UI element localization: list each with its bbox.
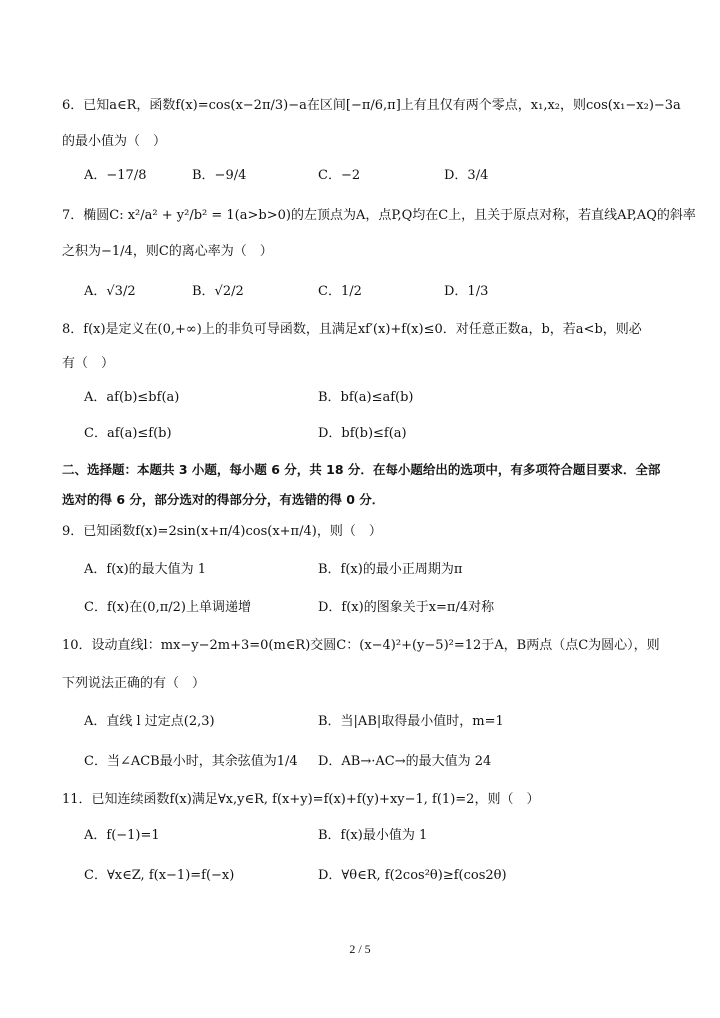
q9-option-d: D．f(x)的图象关于x=π/4对称 [318,600,495,615]
page-number: 2 / 5 [349,942,371,956]
q8-option-b: B．bf(a)≤af(b) [318,390,414,405]
q7-option-c: C．1/2 [318,284,362,299]
q10-option-b: B．当|AB|取得最小值时，m=1 [318,714,504,729]
q11-option-a: A．f(−1)=1 [84,828,160,843]
q6-stem-line1: 6．已知a∈R，函数f(x)=cos(x−2π/3)−a在区间[−π/6,π]上有且仅有两个零点，x₁,x₂，则cos(x₁−x₂)−3a [62,98,681,113]
q6-option-a: A．−17/8 [84,168,147,183]
q11-option-b: B．f(x)最小值为 1 [318,828,428,843]
q8-option-c: C．af(a)≤f(b) [84,426,172,441]
q9-option-c: C．f(x)在(0,π/2)上单调递增 [84,600,251,615]
q10-option-c: C．当∠ACB最小时，其余弦值为1/4 [84,754,298,769]
q10-option-d: D．AB→·AC→的最大值为 24 [318,754,492,769]
q8-option-d: D．bf(b)≤f(a) [318,426,407,441]
q7-stem-line2: 之积为−1/4，则C的离心率为（ ） [62,244,273,259]
q10-option-a: A．直线 l 过定点(2,3) [84,714,215,729]
q10-stem-line1: 10．设动直线l：mx−y−2m+3=0(m∈R)交圆C：(x−4)²+(y−5)²=12于A，B两点（点C为圆心），则 [62,638,660,653]
q11-stem-line1: 11．已知连续函数f(x)满足∀x,y∈R, f(x+y)=f(x)+f(y)+xy−1, f(1)=2，则（ ） [62,792,540,807]
q6-option-d: D．3/4 [444,168,489,183]
section-2-heading: 二、选择题：本题共 3 小题，每小题 6 分，共 18 分．在每小题给出的选项中，有多项符合题目要求．全部 [62,462,661,477]
q11-option-d: D．∀θ∈R, f(2cos²θ)≥f(cos2θ) [318,868,507,883]
q6-option-b: B．−9/4 [192,168,247,183]
q7-option-b: B．√2/2 [192,284,244,299]
q9-stem-line1: 9．已知函数f(x)=2sin(x+π/4)cos(x+π/4)，则（ ） [62,524,382,539]
q6-option-c: C．−2 [318,168,361,183]
q9-option-a: A．f(x)的最大值为 1 [84,562,207,577]
q9-option-b: B．f(x)的最小正周期为π [318,562,463,577]
q10-stem-line2: 下列说法正确的有（ ） [62,676,206,691]
q7-stem-line1: 7．椭圆C: x²/a² + y²/b² = 1(a>b>0)的左顶点为A，点P,Q均在C上，且关于原点对称，若直线AP,AQ的斜率 [62,208,696,223]
q8-stem-line1: 8．f(x)是定义在(0,+∞)上的非负可导函数，且满足xf′(x)+f(x)≤0．对任意正数a，b，若a<b，则必 [62,322,642,337]
q7-option-d: D．1/3 [444,284,489,299]
q8-option-a: A．af(b)≤bf(a) [84,390,180,405]
q11-option-c: C．∀x∈Z, f(x−1)=f(−x) [84,868,235,883]
q6-stem-line2: 的最小值为（ ） [62,134,167,149]
section-2-heading-line2: 选对的得 6 分，部分选对的得部分分，有选错的得 0 分． [62,492,385,507]
q8-stem-line2: 有（ ） [62,356,115,371]
q7-option-a: A．√3/2 [84,284,136,299]
